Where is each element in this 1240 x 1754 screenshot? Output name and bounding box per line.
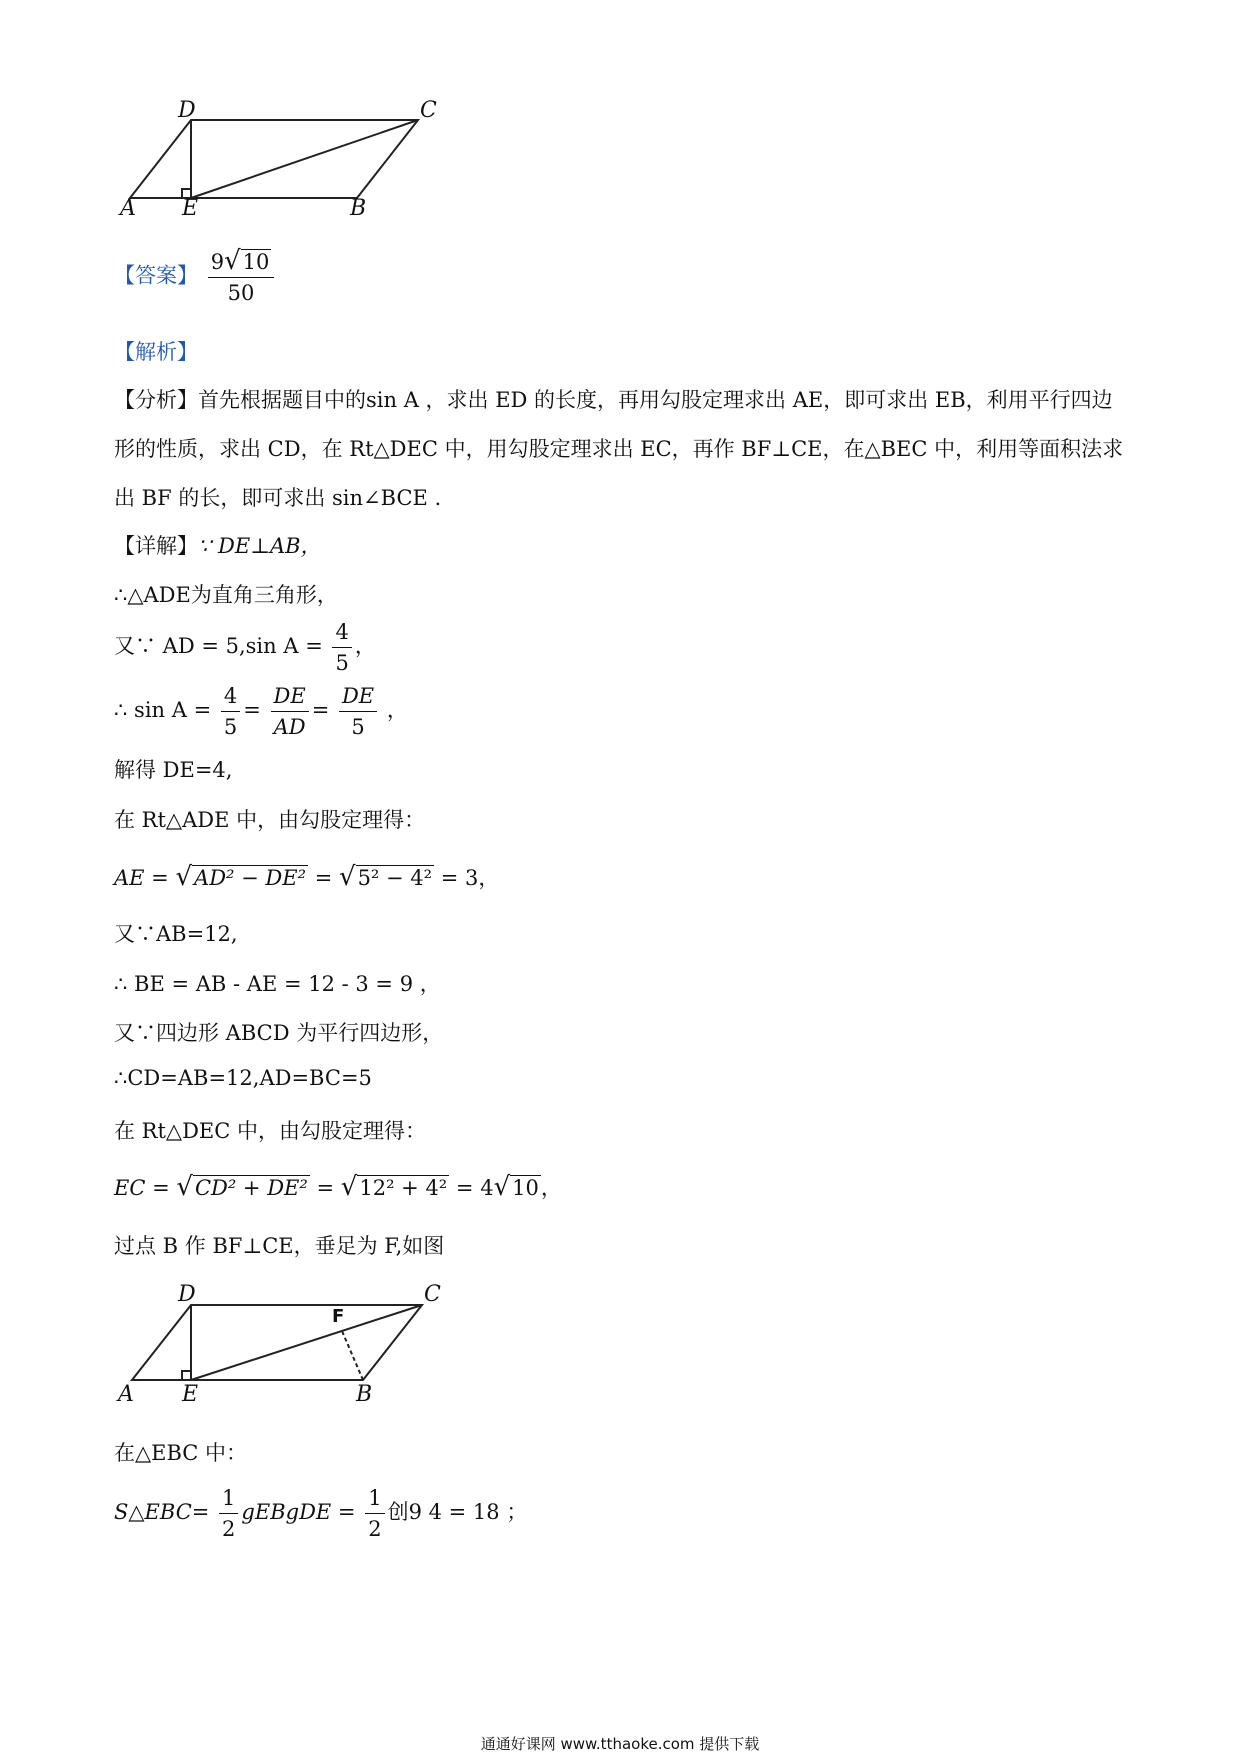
detail-line-16: S△EBC= $\frac{1}{2}$ gEBgDE = $\frac{1}{2}$ 创9 4 = 18 ； (114, 1483, 527, 1544)
detail-line-9: ∴ BE = AB - AE = 12 - 3 = 9 ， (114, 972, 441, 996)
analysis-line-3: 出 BF 的长，即可求出 sin∠BCE . (114, 486, 442, 510)
detail-line-14: 过点 B 作 BF⊥CE，垂足为 F,如图 (114, 1234, 445, 1258)
detail-line-12: 在 Rt△DEC 中，由勾股定理得： (114, 1119, 426, 1143)
label-b: B (350, 196, 367, 221)
segment-bf-dashed (342, 1331, 363, 1380)
answer-line (114, 246, 277, 308)
detail-line-15: 在△EBC 中： (114, 1441, 248, 1465)
detail-line-10: 又∵四边形 ABCD 为平行四边形， (114, 1021, 444, 1045)
parallelogram-abcd (130, 120, 418, 198)
detail-line-5: 解得 DE=4, (114, 758, 233, 782)
label-c: C (420, 98, 437, 123)
label2-b: B (356, 1382, 373, 1407)
parallelogram-abcd-2 (132, 1305, 422, 1380)
analysis-tag: 【解析】 (114, 340, 198, 364)
label2-c: C (424, 1282, 441, 1307)
detail-line-1: 【详解】∵ DE⊥AB， (114, 534, 322, 558)
right-angle-mark-2 (182, 1371, 191, 1380)
label-d: D (178, 98, 196, 123)
analysis-line-1: 【分析】首先根据题目中的sin A ，求出 ED 的长度，再用勾股定理求出 AE，即可求出 EB，利用平行四边 (114, 388, 1113, 412)
label2-e: E (182, 1382, 199, 1407)
detail-line-2: ∴△ADE为直角三角形， (114, 583, 338, 607)
answer-tag: 【答案】 (114, 263, 198, 288)
segment-ec-2 (191, 1305, 422, 1380)
label-e: E (182, 196, 199, 221)
parallelogram-figure-2 (110, 1282, 450, 1412)
detail-line-7: AE = √AD² − DE² = √5² − 4² = 3， (114, 862, 500, 892)
detail-line-13: EC = √CD² + DE² = √12² + 4² = 4√10， (114, 1172, 562, 1202)
detail-line-4: ∴ sin A = $\frac{4}{5}$ = $\frac{DE}{AD}$ = $\frac{DE}{5}$ ， (114, 681, 408, 742)
answer-fraction: $\frac{9√10}{50}$ (208, 246, 275, 308)
label2-a: A (118, 1382, 134, 1407)
detail-line-11: ∴CD=AB=12,AD=BC=5 (114, 1066, 372, 1090)
page-footer: 通通好课网 www.tthaoke.com 提供下载 (480, 1735, 760, 1753)
detail-line-8: 又∵AB=12, (114, 922, 238, 946)
detail-line-6: 在 Rt△ADE 中，由勾股定理得： (114, 808, 426, 832)
segment-ec (191, 120, 418, 198)
label2-f: F (332, 1306, 345, 1327)
analysis-line-2: 形的性质，求出 CD，在 Rt△DEC 中，用勾股定理求出 EC，再作 BF⊥CE，在△BEC 中，利用等面积法求 (114, 437, 1124, 461)
parallelogram-figure-1 (110, 95, 450, 225)
label-a: A (120, 196, 136, 221)
detail-line-3: 又∵ AD = 5,sin A = $\frac{4}{5}$ ， (114, 617, 376, 678)
label2-d: D (178, 1282, 196, 1307)
